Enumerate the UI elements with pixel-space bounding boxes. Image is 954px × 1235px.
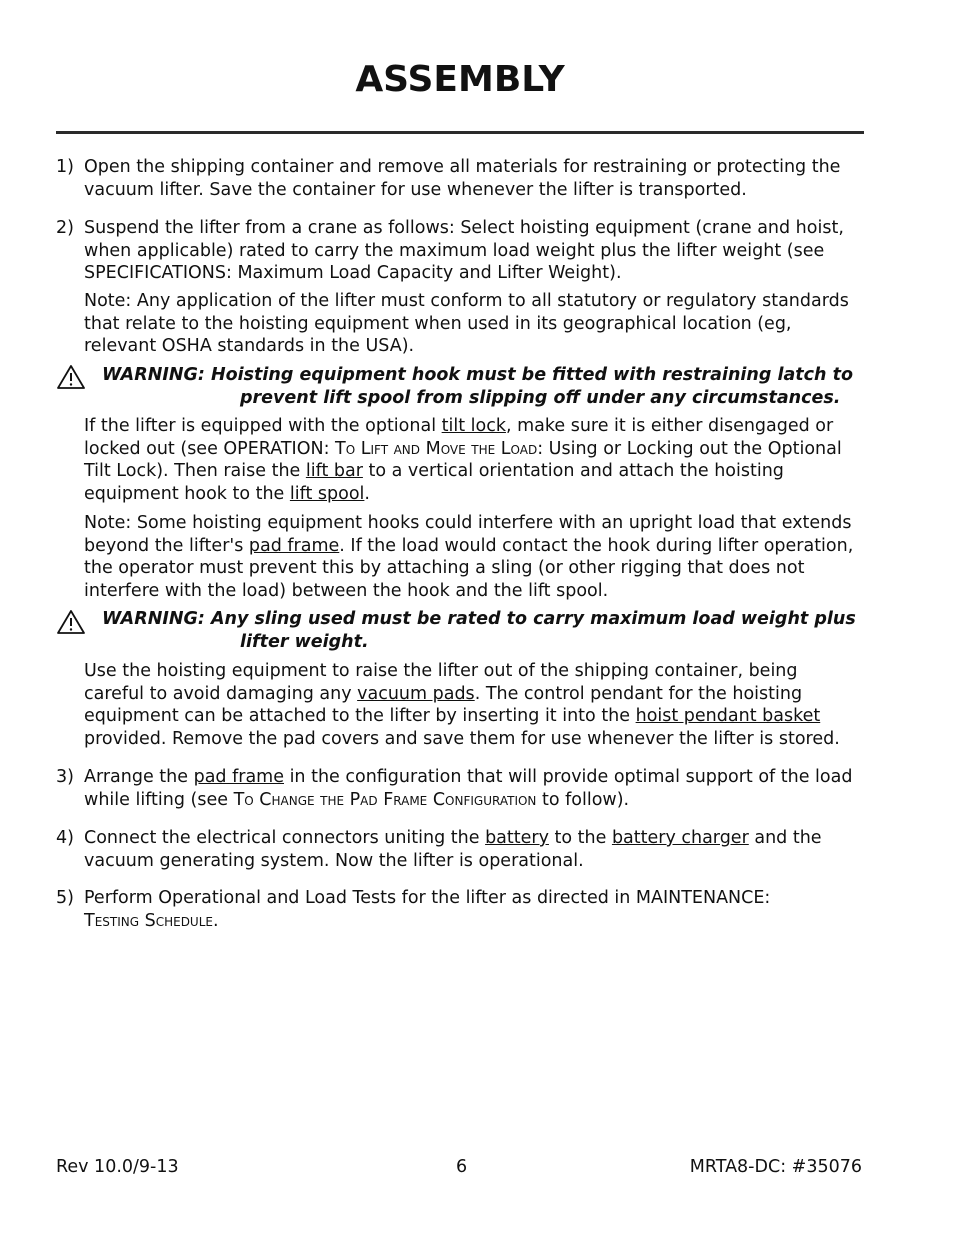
text-segment: . The control pendant for the hoisting equipment can be attached to the lifter by inserting it into the [84,683,803,727]
text-segment: Arrange the [84,767,194,787]
link-lift-spool: lift spool [289,483,365,504]
section-ref-testing-schedule: Testing Schedule [84,910,213,931]
link-lift-bar: lift bar [305,461,363,482]
text-segment: Perform Operational and Load Tests for the lifter as directed in MAINTENANCE: [84,888,771,908]
text-segment: in the configuration that will provide optimal support of the load while lifting (see [84,767,853,810]
text-segment: . If the load would contact the hook during lifter operation, the operator must prevent this by attaching a sling (or other rigging that does not interfere with the load) between the hook and the lift spool. [84,535,854,601]
text-segment: and the vacuum generating system. Now the lifter is operational. [84,828,822,871]
text-segment: to a vertical orientation and attach the hoisting equipment hook to the [84,461,784,504]
warning-line-1: WARNING: Any sling used must be rated to carry maximum load weight plus [102,609,856,629]
step-number-3: 3) [56,767,74,787]
step-number-2: 2) [56,218,74,238]
step-4-text [84,827,869,872]
warning-hook-latch [102,364,862,409]
section-ref-change-pad-frame: To Change the Pad Frame Configuration [233,789,537,810]
step-number-5: 5) [56,888,74,908]
step-number-1: 1) [56,157,74,177]
text-segment: : Using or Locking out the Optional Tilt Lock). Then raise the [84,438,842,482]
text-segment: to the [548,828,612,848]
text-segment: If the lifter is equipped with the optional [84,416,442,436]
footer-model-number: MRTA8-DC: #35076 [689,1157,862,1177]
text-segment: Note: Some hoisting equipment hooks could interfere with an upright load that extends beyond the lifter's [84,513,852,556]
warning-line-1: WARNING: Hoisting equipment hook must be fitted with restraining latch to [102,365,853,385]
title-divider [56,131,864,134]
link-vacuum-pads: vacuum pads [357,683,475,704]
warning-line-2: lifter weight. [240,631,369,652]
page-title: ASSEMBLY [355,59,565,100]
step-3-text [84,766,869,811]
section-ref-to-lift-and-move: To Lift and Move the Load [335,438,538,459]
footer-page-number: 6 [456,1157,468,1177]
text-segment: . [212,910,219,931]
warning-triangle-icon [56,364,86,390]
step-2-text: Suspend the lifter from a crane as follows: Select hoisting equipment (crane and hoist, when applicable) rated to carry the maximum load weight plus the lifter weight (see SPECIFICATIONS: Maximum Load Capacity and Lifter Weight). [84,218,844,284]
step-2-note-hook [84,512,859,602]
link-pad-frame: pad frame [193,767,284,787]
text-segment: . [364,483,370,504]
step-5-text [84,887,824,932]
warning-line-2: prevent lift spool from slipping off under any circumstances. [240,387,841,408]
link-battery-charger: battery charger [611,828,749,848]
step-number-4: 4) [56,828,74,848]
warning-sling-rating [102,608,862,653]
warning-triangle-icon [56,609,86,635]
text-segment: Use the hoisting equipment to raise the lifter out of the shipping container, being careful to avoid damaging any [84,661,798,704]
footer-revision: Rev 10.0/9-13 [56,1157,179,1177]
link-tilt-lock: tilt lock [441,416,506,436]
step-1-text: Open the shipping container and remove all materials for restraining or protecting the vacuum lifter. Save the container for use whenever the lifter is transported. [84,157,841,200]
text-segment: to follow). [536,789,630,810]
text-segment: Connect the electrical connectors uniting the [84,828,486,848]
text-segment: provided. Remove the pad covers and save them for use whenever the lifter is stored. [84,728,840,749]
link-battery: battery [485,828,549,848]
link-pad-frame: pad frame [248,535,340,556]
step-2-note-osha: Note: Any application of the lifter must conform to all statutory or regulatory standards that relate to the hoisting equipment when used in its geographical location (eg, relevant OSHA standards in the USA). [84,291,849,357]
step-2-raise-paragraph [84,660,859,750]
step-2-tilt-lock-paragraph [84,415,869,505]
link-hoist-pendant-basket: hoist pendant basket [635,706,821,727]
text-segment: , make sure it is either disengaged or locked out (see OPERATION: [84,416,834,459]
